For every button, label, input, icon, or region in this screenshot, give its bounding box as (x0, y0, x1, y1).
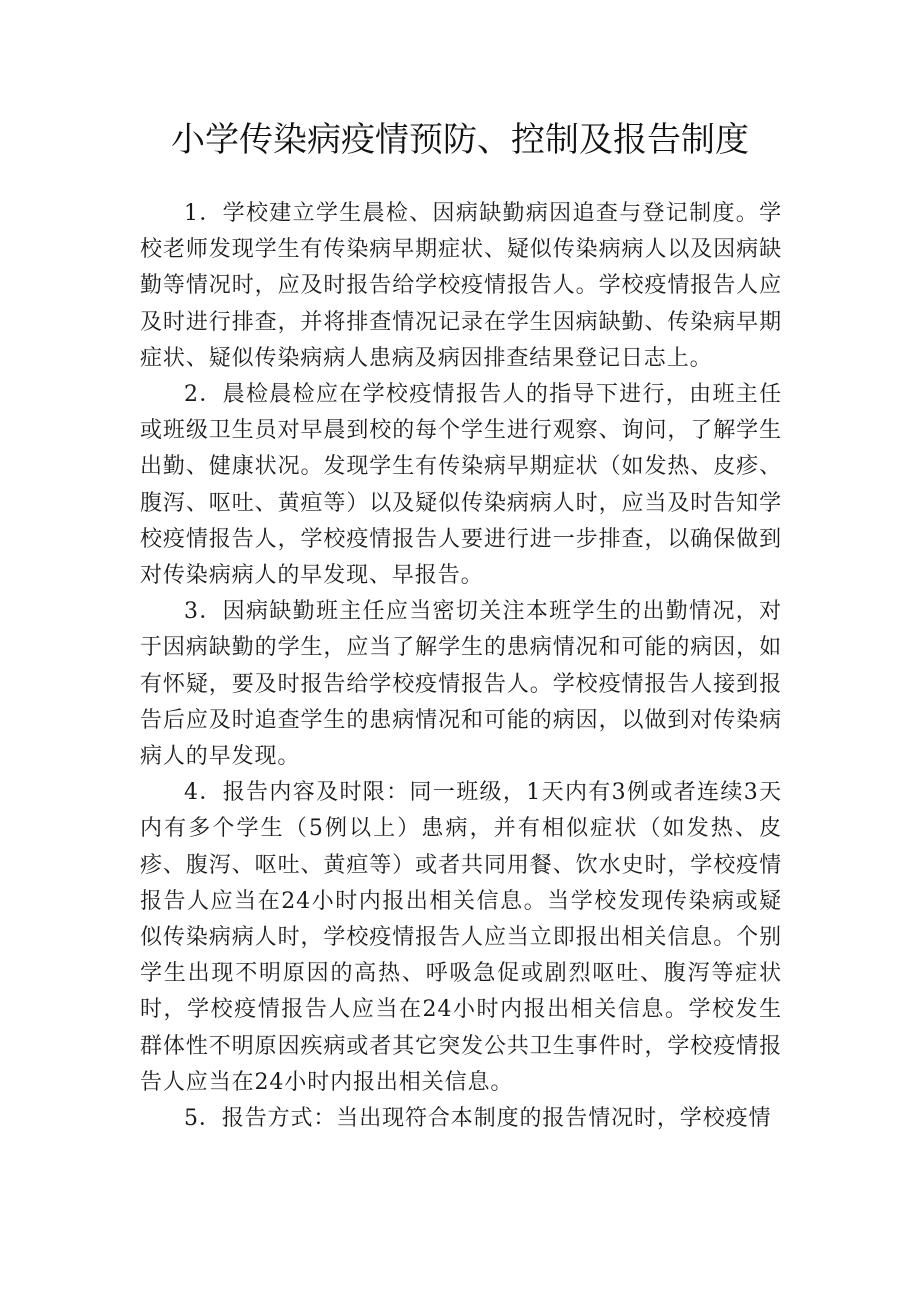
document-title: 小学传染病疫情预防、控制及报告制度 (171, 120, 749, 160)
paragraph-5: 5．报告方式：当出现符合本制度的报告情况时，学校疫情 (184, 1106, 772, 1132)
paragraph-4: 4．报告内容及时限：同一班级，1天内有3例或者连续3天内有多个学生（5例以上）患病，并有相似症状（如发热、皮疹、腹泻、呕吐、黄疸等）或者共同用餐、饮水史时，学校疫情报告人应当在24小时内报出相关信息。当学校发现传染病或疑似传染病病人时，学校疫情报告人应当立即报出相关信息。个别学生出现不明原因的高热、呼吸急促或剧烈呕吐、腹泻等症状时，学校疫情报告人应当在24小时内报出相关信息。学校发生群体性不明原因疾病或者其它突发公共卫生事件时，学校疫情报告人应当在24小时内报出相关信息。 (140, 780, 782, 1095)
paragraph-2: 2．晨检晨检应在学校疫情报告人的指导下进行，由班主任或班级卫生员对早晨到校的每个学生进行观察、询问，了解学生出勤、健康状况。发现学生有传染病早期症状（如发热、皮疹、腹泻、呕吐、黄疸等）以及疑似传染病病人时，应当及时告知学校疫情报告人，学校疫情报告人要进行进一步排查，以确保做到对传染病病人的早发现、早报告。 (140, 382, 782, 589)
paragraph-1: 1．学校建立学生晨检、因病缺勤病因追查与登记制度。学校老师发现学生有传染病早期症状、疑似传染病病人以及因病缺勤等情况时，应及时报告给学校疫情报告人。学校疫情报告人应及时进行排查，并将排查情况记录在学生因病缺勤、传染病早期症状、疑似传染病病人患病及病因排查结果登记日志上。 (140, 201, 782, 371)
document-body (140, 196, 782, 1137)
paragraph-3: 3．因病缺勤班主任应当密切关注本班学生的出勤情况，对于因病缺勤的学生，应当了解学生的患病情况和可能的病因，如有怀疑，要及时报告给学校疫情报告人。学校疫情报告人接到报告后应及时追查学生的患病情况和可能的病因，以做到对传染病病人的早发现。 (140, 599, 782, 770)
